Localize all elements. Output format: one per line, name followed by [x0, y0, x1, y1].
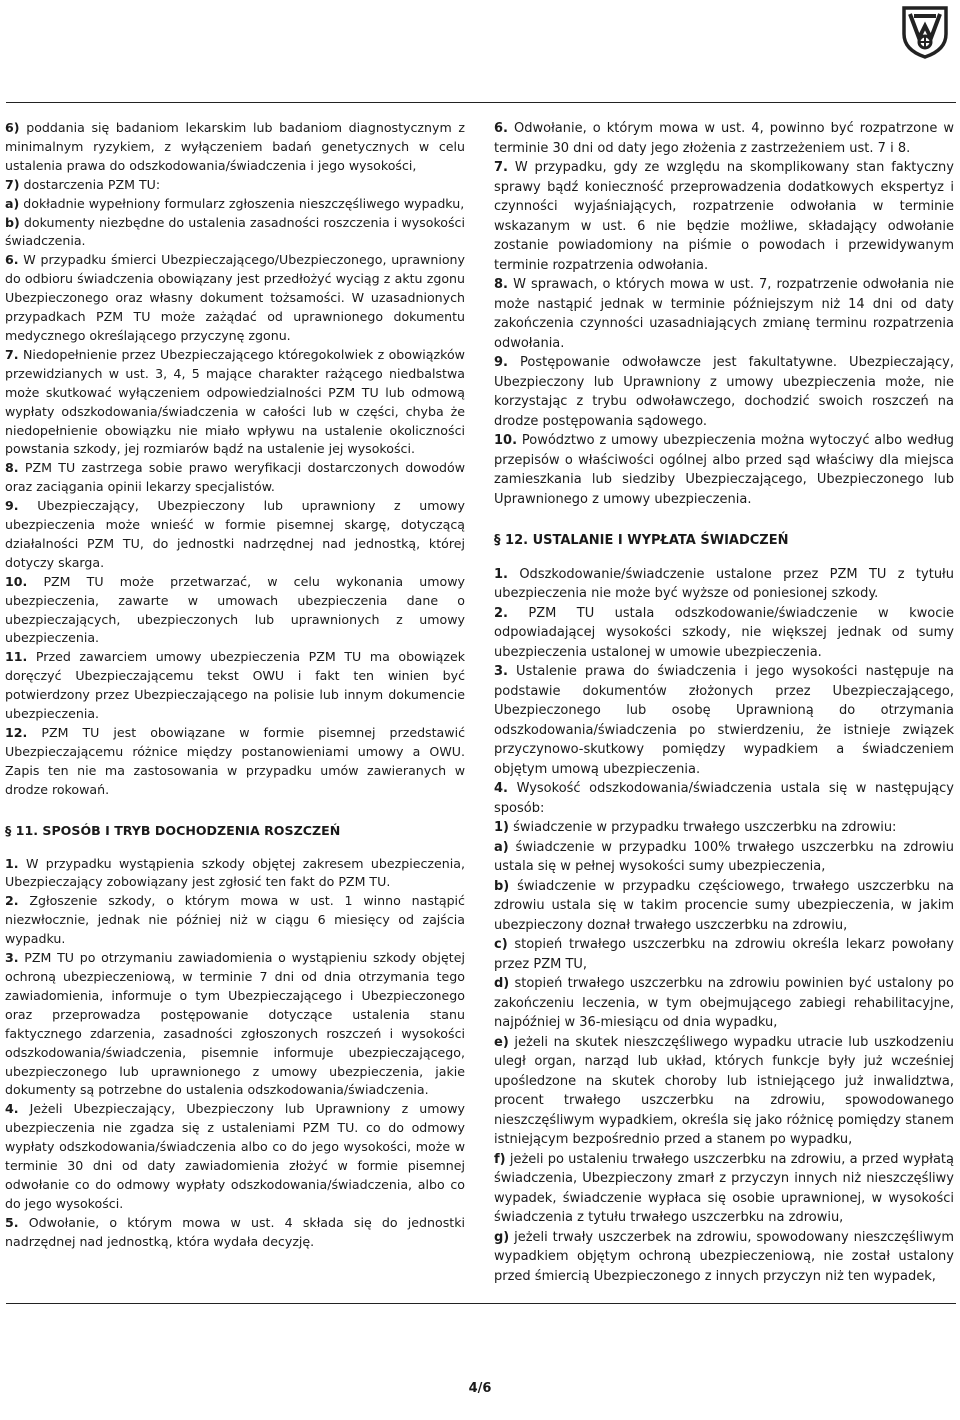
- section-spacer: [5, 800, 465, 822]
- clause-paragraph: [494, 565, 954, 604]
- clause-text: Jeżeli Ubezpieczający, Ubezpieczony lub Uprawniony z umowy ubezpieczenia nie zgadza się z ustaleniami PZM TU. co do odmowy wypłaty odszkodowania/świadczenia albo co do jego wysokości, może w terminie 30 dni od daty zawiadomienia złożyć w formie pisemnej odwołanie co do odmowy wypłaty odszkodowania/świadczenia, albo co do jego wysokości.: [5, 1101, 465, 1211]
- clause-text: dokładnie wypełniony formularz zgłoszenia nieszczęśliwego wypadku,: [23, 195, 465, 211]
- clause-number: 1.: [494, 566, 508, 582]
- clause-text: dokumenty niezbędne do ustalenia zasadności roszczenia i wysokości świadczenia.: [5, 214, 465, 249]
- clause-paragraph: [494, 1228, 954, 1287]
- clause-paragraph: [494, 877, 954, 936]
- section-spacer: [494, 509, 954, 531]
- clause-paragraph: [494, 158, 954, 275]
- clause-number: 8.: [494, 277, 508, 292]
- clause-text: W sprawach, o których mowa w ust. 7, rozpatrzenie odwołania nie może nastąpić jednak w terminie późniejszym niż 14 dni od daty zakończenia czynności uzasadniających zmianę terminu rozpatrzenia odwołania.: [494, 277, 954, 351]
- left-column: [5, 119, 465, 1252]
- clause-number: a): [5, 195, 20, 211]
- page-number: 4/6: [468, 1381, 492, 1396]
- clause-number: 6.: [5, 252, 19, 268]
- clause-text: Ustalenie prawa do świadczenia i jego wysokości następuje na podstawie dokumentów złożonych przez Ubezpieczającego, Ubezpieczonego lub osobę Uprawnioną do otrzymania odszkodowania/świadczenia po stwierdzeniu, że istnieje związek przyczynowo-skutkowy pomiędzy wypadkiem a świadczeniem objętym umową ubezpieczenia.: [494, 664, 954, 777]
- clause-text: Zgłoszenie szkody, o którym mowa w ust. 1 winno nastąpić niezwłocznie, jednak nie później niż w ciągu 6 miesięcy od zajścia wypadku.: [5, 893, 465, 947]
- clause-number: f): [494, 1151, 506, 1167]
- clause-text: Ubezpieczający, Ubezpieczony lub uprawniony z umowy ubezpieczenia może wnieść w formie pisemnej skargę, dotyczącą działalności PZM TU, do jednostki nadrzędnej nad jednostką, której dotyczy skarga.: [5, 498, 465, 570]
- clause-text: PZM TU po otrzymaniu zawiadomienia o wystąpieniu szkody objętej ochroną ubezpieczeniową, w terminie 7 dni od dnia otrzymania tego zawiadomienia, informuje o tym Ubezpieczającego i Ubezpieczonego oraz przeprowadza postępowanie dotyczące ustalenia stanu faktycznego zdarzenia, zasadności zgłoszonych roszczeń i wysokości odszkodowania/świadczenia, pisemnie informuje ubezpieczającego, ubezpieczonego lub uprawnionego z umowy ubezpieczenia, jakie dokumenty są potrzebne do ustalenia odszkodowania/świadczenia.: [5, 950, 465, 1098]
- clause-text: W przypadku wystąpienia szkody objętej zakresem ubezpieczenia, Ubezpieczający zobowiązany jest zgłosić ten fakt do PZM TU.: [5, 855, 465, 890]
- clause-paragraph: [494, 1150, 954, 1228]
- clause-paragraph: [5, 497, 465, 573]
- clause-number: b): [5, 214, 20, 230]
- clause-text: jeżeli na skutek nieszczęśliwego wypadku utracie lub uszkodzeniu uległ organ, narząd lub układ, których funkcje były już wcześniej upośledzone na skutek choroby lub istniejącego już inwalidztwa, procent trwałego uszczerbku na zdrowiu, spowodowanego nieszczęśliwym wypadkiem, określa się jako różnicę pomiędzy stanem istniejącym bezpośrednio przed a stanem po wypadku,: [494, 1034, 954, 1147]
- clause-text: PZM TU jest obowiązane w formie pisemnej przedstawić Ubezpieczającemu różnice między postanowieniami umowy a OWU. Zapis ten nie ma zastosowania w przypadku umów zawieranych w drodze rokowań.: [5, 725, 465, 797]
- clause-paragraph: [494, 353, 954, 431]
- clause-number: 1.: [5, 855, 19, 871]
- clause-number: g): [494, 1229, 510, 1245]
- clause-text: stopień trwałego uszczerbku na zdrowiu powinien być ustalony po zakończeniu leczenia, w tym obejmującego zabiegi rehabilitacyjne, najpóźniej w 36-miesiącu od dnia wypadku,: [494, 976, 954, 1030]
- clause-number: 6): [5, 120, 20, 135]
- clause-paragraph: [5, 119, 465, 176]
- clause-paragraph: [494, 604, 954, 663]
- clause-paragraph: [5, 648, 465, 724]
- clause-number: 12.: [5, 725, 28, 740]
- clause-text: poddania się badaniom lekarskim lub badaniom diagnostycznym z minimalnym ryzykiem, z wyłączeniem badań genetycznych w celu ustalenia prawa do odszkodowania/świadczenia i jego wysokości,: [5, 120, 465, 173]
- bottom-divider: [6, 1303, 956, 1304]
- clause-text: świadczenie w przypadku częściowego, trwałego uszczerbku na zdrowiu ustala się w takim procencie sumy ubezpieczenia, w jakim ubezpieczony doznał trwałego uszczerbku na zdrowiu,: [494, 878, 954, 933]
- section-heading: § 11. SPOSÓB I TRYB DOCHODZENIA ROSZCZEŃ: [5, 822, 341, 838]
- clause-text: jeżeli po ustaleniu trwałego uszczerbku na zdrowiu, a przed wypłatą świadczenia, Ubezpieczony zmarł z przyczyn innych niż nieszczęśliwy wypadek, świadczenie wypłaca się osobie uprawnionej, w wysokości świadczenia z tytułu trwałego uszczerbku na zdrowiu,: [494, 1151, 954, 1225]
- clause-paragraph: [494, 275, 954, 353]
- clause-number: 4.: [494, 781, 508, 796]
- clause-number: 1): [494, 820, 509, 835]
- clause-number: 10.: [494, 433, 518, 448]
- clause-text: Niedopełnienie przez Ubezpieczającego któregokolwiek z obowiązków przewidzianych w ust. 3, 4, 5 mające charakter rażącego niedbalstwa może skutkować wyłączeniem odpowiedzialności PZM TU lub odmową wypłaty odszkodowania/świadczenia w całości lub w części, chyba że niedopełnienie obowiązku nie miało wpływu na ustalenie okoliczności powstania szkody, jej rozmiarów bądź na ustalenie jej wysokości.: [5, 346, 465, 457]
- clause-number: e): [494, 1034, 509, 1050]
- clause-number: 2.: [5, 893, 19, 909]
- clause-paragraph: [494, 818, 954, 838]
- clause-number: 3.: [494, 664, 508, 679]
- clause-text: świadczenie w przypadku 100% trwałego uszczerbku na zdrowiu ustala się w pełnej wysokości sumy ubezpieczenia,: [494, 839, 954, 874]
- clause-text: PZM TU może przetwarzać, w celu wykonania umowy ubezpieczenia, zawarte w umowach ubezpieczenia dane o ubezpieczających, ubezpieczonych lub uprawnionych z umowy ubezpieczenia.: [5, 573, 465, 646]
- clause-number: 5.: [5, 1214, 19, 1230]
- right-column: [494, 119, 954, 1286]
- clause-text: Odszkodowanie/świadczenie ustalone przez PZM TU z tytułu ubezpieczenia nie może być wyższe od poniesionej szkody.: [494, 566, 954, 601]
- clause-number: b): [494, 878, 510, 894]
- pzm-tu-logo-icon: [896, 2, 954, 60]
- section-spacer: [5, 841, 465, 855]
- clause-number: a): [494, 839, 509, 855]
- clause-paragraph: [5, 195, 465, 214]
- section-spacer: [494, 551, 954, 565]
- clause-paragraph: [5, 214, 465, 252]
- clause-text: dostarczenia PZM TU:: [23, 176, 161, 192]
- top-divider: [6, 102, 956, 103]
- clause-paragraph: [494, 1033, 954, 1150]
- clause-paragraph: [494, 119, 954, 158]
- clause-paragraph: [494, 431, 954, 509]
- clause-number: c): [494, 937, 508, 952]
- clause-text: jeżeli trwały uszczerbek na zdrowiu, spowodowany nieszczęśliwym wypadkiem objętym ochroną ubezpieczeniową, nie został ustalony przed śmiercią Ubezpieczonego z innych przyczyn niż ten wypadek,: [494, 1229, 954, 1284]
- clause-number: 11.: [5, 649, 28, 665]
- clause-paragraph: [5, 1214, 465, 1252]
- clause-number: 7): [5, 176, 20, 192]
- clause-text: stopień trwałego uszczerbku na zdrowiu określa lekarz powołany przez PZM TU,: [494, 937, 954, 972]
- clause-paragraph: [494, 838, 954, 877]
- clause-paragraph: [5, 949, 465, 1100]
- clause-paragraph: [5, 855, 465, 893]
- section-heading: § 12. USTALANIE I WYPŁATA ŚWIADCZEŃ: [494, 533, 789, 548]
- clause-number: 9.: [5, 498, 19, 514]
- clause-text: Postępowanie odwoławcze jest fakultatywne. Ubezpieczający, Ubezpieczony lub Uprawniony z umowy ubezpieczenia może, nie korzystając z trybu odwoławczego, dochodzić swoich roszczeń na drodze postępowania sądowego.: [494, 355, 954, 429]
- clause-text: W przypadku, gdy ze względu na skomplikowany stan faktyczny sprawy bądź konieczność przeprowadzenia dodatkowych ekspertyz i czynności wyjaśniających, rozpatrzenie odwołania w terminie wskazanym w ust. 6 nie będzie możliwe, składający odwołanie zostanie powiadomiony na piśmie o powodach i przewidywanym terminie rozpatrzenia odwołania.: [494, 160, 954, 273]
- clause-paragraph: [494, 974, 954, 1033]
- clause-number: 4.: [5, 1101, 19, 1117]
- clause-number: d): [494, 976, 510, 991]
- clause-number: 10.: [5, 573, 28, 589]
- clause-number: 7.: [5, 346, 19, 362]
- clause-paragraph: [5, 251, 465, 346]
- clause-paragraph: [5, 176, 465, 195]
- clause-text: świadczenie w przypadku trwałego uszczerbku na zdrowiu:: [513, 820, 897, 835]
- clause-text: Powództwo z umowy ubezpieczenia można wytoczyć albo według przepisów o właściwości ogólnej albo przed sąd właściwy dla miejsca zamieszkania lub siedziby Ubezpieczającego, Ubezpieczonego lub Uprawnionego z umowy ubezpieczenia.: [494, 433, 954, 507]
- clause-paragraph: [5, 459, 465, 497]
- clause-paragraph: [5, 724, 465, 800]
- clause-text: Przed zawarciem umowy ubezpieczenia PZM TU ma obowiązek doręczyć Ubezpieczającemu tekst OWU i fakt ten winien być potwierdzony przez Ubezpieczającego na polisie lub innym dokumencie ubezpieczenia.: [5, 649, 465, 722]
- clause-number: 7.: [494, 160, 508, 175]
- clause-text: Wysokość odszkodowania/świadczenia ustala się w następujący sposób:: [494, 781, 954, 816]
- clause-text: Odwołanie, o którym mowa w ust. 4 składa się do jednostki nadrzędnej nad jednostką, która wydała decyzję.: [5, 1214, 465, 1249]
- clause-text: Odwołanie, o którym mowa w ust. 4, powinno być rozpatrzone w terminie 30 dni od daty jego złożenia z zastrzeżeniem ust. 7 i 8.: [494, 121, 954, 156]
- clause-number: 8.: [5, 460, 19, 476]
- clause-paragraph: [5, 346, 465, 459]
- clause-paragraph: [5, 892, 465, 949]
- clause-paragraph: [494, 935, 954, 974]
- clause-number: 2.: [494, 605, 508, 621]
- clause-text: PZM TU zastrzega sobie prawo weryfikacji dostarczonych dowodów oraz zaciągania opinii lekarzy specjalistów.: [5, 460, 465, 495]
- clause-text: PZM TU ustala odszkodowanie/świadczenie w kwocie odpowiadającej wysokości szkody, nie większej jednak od sumy ubezpieczenia ustalonej w umowie ubezpieczenia.: [494, 605, 954, 660]
- clause-number: 3.: [5, 950, 19, 966]
- clause-text: W przypadku śmierci Ubezpieczającego/Ubezpieczonego, uprawniony do odbioru świadczenia obowiązany jest przedłożyć wyciąg z aktu zgonu Ubezpieczonego oraz własny dokument tożsamości. W uzasadnionych przypadkach PZM TU może zażądać od uprawnionego dokumentu medycznego określającego przyczynę zgonu.: [5, 252, 465, 343]
- clause-paragraph: [5, 573, 465, 649]
- clause-paragraph: [494, 662, 954, 779]
- clause-number: 9.: [494, 355, 508, 370]
- clause-paragraph: [5, 1100, 465, 1213]
- clause-number: 6.: [494, 121, 508, 136]
- clause-paragraph: [494, 779, 954, 818]
